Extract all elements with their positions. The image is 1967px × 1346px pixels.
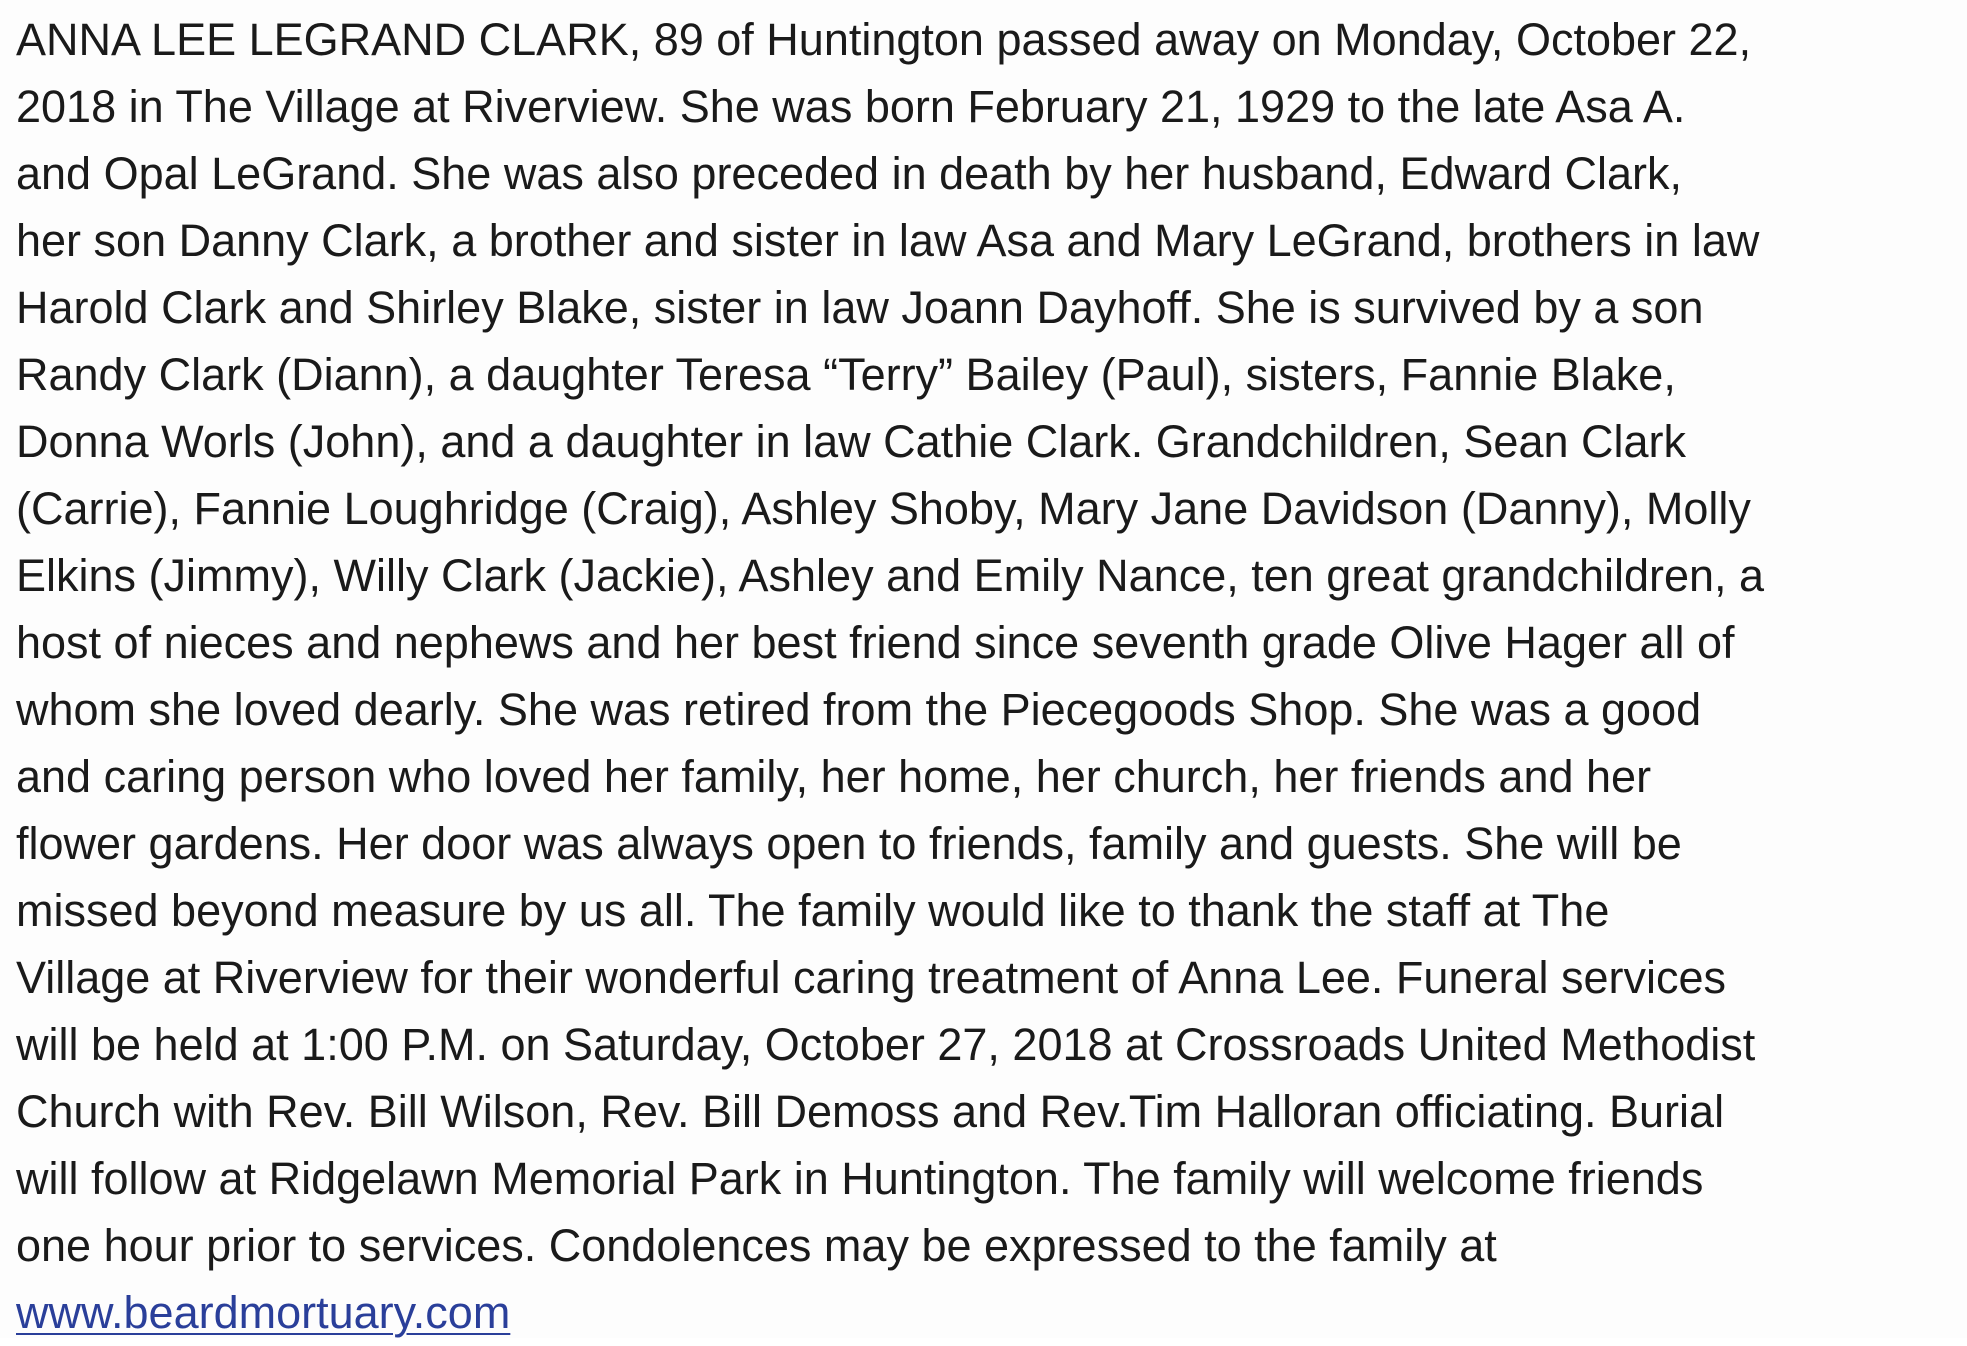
obituary-line: flower gardens. Her door was always open to friends, family and guests. She will be (16, 818, 1682, 869)
obituary-line: Church with Rev. Bill Wilson, Rev. Bill Demoss and Rev.Tim Halloran officiating. Burial (16, 1086, 1725, 1137)
mortuary-website-link[interactable]: www.beardmortuary.com (16, 1287, 511, 1338)
obituary-line: will follow at Ridgelawn Memorial Park in Huntington. The family will welcome friends (16, 1153, 1704, 1204)
obituary-line: Elkins (Jimmy), Willy Clark (Jackie), Ashley and Emily Nance, ten great grandchildren, a (16, 550, 1765, 601)
obituary-line: ANNA LEE LEGRAND CLARK, 89 of Huntington passed away on Monday, October 22, (16, 14, 1752, 65)
obituary-text (16, 6, 1956, 1346)
obituary-line: Village at Riverview for their wonderful caring treatment of Anna Lee. Funeral services (16, 952, 1727, 1003)
obituary-line: and Opal LeGrand. She was also preceded in death by her husband, Edward Clark, (16, 148, 1683, 199)
obituary-line: her son Danny Clark, a brother and sister in law Asa and Mary LeGrand, brothers in law (16, 215, 1760, 266)
obituary-line: Harold Clark and Shirley Blake, sister in law Joann Dayhoff. She is survived by a son (16, 282, 1704, 333)
obituary-line: missed beyond measure by us all. The family would like to thank the staff at The (16, 885, 1610, 936)
obituary-line: 2018 in The Village at Riverview. She was born February 21, 1929 to the late Asa A. (16, 81, 1686, 132)
obituary-line: (Carrie), Fannie Loughridge (Craig), Ashley Shoby, Mary Jane Davidson (Danny), Molly (16, 483, 1751, 534)
obituary-line: whom she loved dearly. She was retired from the Piecegoods Shop. She was a good (16, 684, 1702, 735)
obituary-link-line (16, 1279, 1956, 1346)
obituary-line: Donna Worls (John), and a daughter in law Cathie Clark. Grandchildren, Sean Clark (16, 416, 1687, 467)
obituary-line: will be held at 1:00 P.M. on Saturday, October 27, 2018 at Crossroads United Methodist (16, 1019, 1756, 1070)
obituary-line: one hour prior to services. Condolences may be expressed to the family at (16, 1220, 1497, 1271)
obituary-line: host of nieces and nephews and her best friend since seventh grade Olive Hager all of (16, 617, 1735, 668)
obituary-line: Randy Clark (Diann), a daughter Teresa “Terry” Bailey (Paul), sisters, Fannie Blake, (16, 349, 1676, 400)
obituary-line: and caring person who loved her family, her home, her church, her friends and her (16, 751, 1652, 802)
